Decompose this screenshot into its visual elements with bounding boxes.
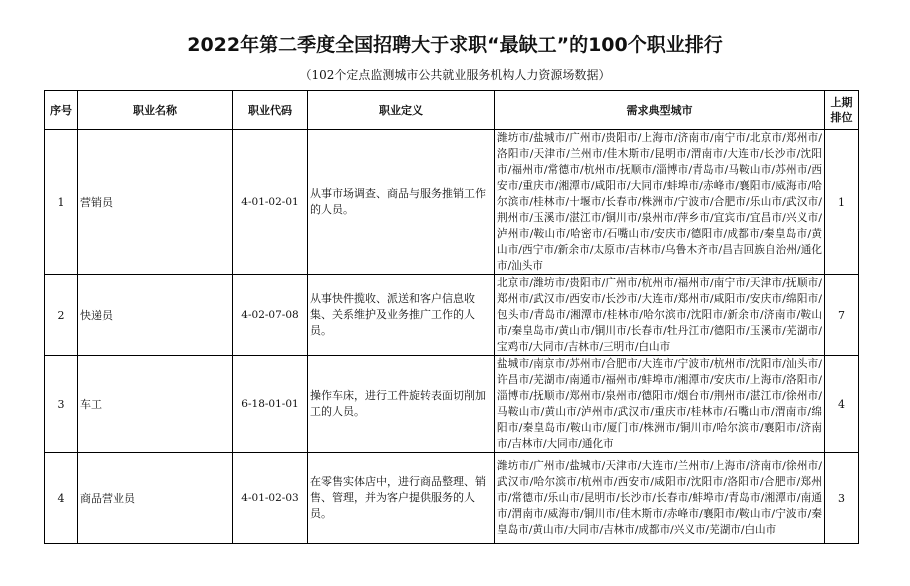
row-occupation-definition: 操作车床，进行工件旋转表面切削加工的人员。	[308, 356, 495, 453]
table-row	[45, 275, 859, 356]
row-occupation-definition: 从事市场调查、商品与服务推销工作的人员。	[308, 130, 495, 275]
row-occupation-code: 4-01-02-01	[233, 130, 308, 275]
row-typical-cities: 北京市/潍坊市/贵阳市/广州市/杭州市/福州市/南宁市/天津市/抚顺市/郑州市/武汉市/西安市/长沙市/大连市/郑州市/咸阳市/安庆市/绵阳市/包头市/青岛市/湘潭市/桂林市/哈尔滨市/沈阳市/新余市/济南市/鞍山市/秦皇岛市/黄山市/铜川市/长春市/牡丹江市/德阳市/玉溪市/芜湖市/宝鸡市/大同市/吉林市/三明市/白山市	[495, 275, 825, 356]
row-occupation-name: 商品营业员	[78, 453, 233, 544]
row-occupation-name: 快递员	[78, 275, 233, 356]
page-subtitle: （102个定点监测城市公共就业服务机构人力资源场数据）	[299, 68, 611, 82]
row-last-rank: 7	[825, 275, 859, 356]
row-typical-cities: 盐城市/南京市/苏州市/合肥市/大连市/宁波市/杭州市/沈阳市/汕头市/许昌市/芜湖市/南通市/福州市/蚌埠市/湘潭市/安庆市/上海市/洛阳市/淄博市/抚顺市/郑州市/泉州市/德阳市/烟台市/荆州市/湛江市/徐州市/马鞍山市/黄山市/泸州市/武汉市/重庆市/桂林市/石嘴山市/渭南市/绵阳市/秦皇岛市/鞍山市/厦门市/株洲市/铜川市/哈尔滨市/襄阳市/济南市/吉林市/大同市/通化市	[495, 356, 825, 453]
row-last-rank: 4	[825, 356, 859, 453]
row-no: 2	[45, 275, 78, 356]
row-typical-cities: 潍坊市/盐城市/广州市/贵阳市/上海市/济南市/南宁市/北京市/郑州市/洛阳市/天津市/兰州市/佳木斯市/昆明市/渭南市/大连市/长沙市/沈阳市/福州市/常德市/杭州市/抚顺市/淄博市/青岛市/马鞍山市/苏州市/西安市/重庆市/湘潭市/咸阳市/大同市/蚌埠市/赤峰市/襄阳市/威海市/哈尔滨市/桂林市/十堰市/长春市/株洲市/宁波市/合肥市/乐山市/武汉市/荆州市/玉溪市/湛江市/铜川市/泉州市/萍乡市/宜宾市/宜昌市/兴义市/泸州市/鞍山市/哈密市/石嘴山市/安庆市/德阳市/成都市/秦皇岛市/黄山市/西宁市/新余市/太原市/吉林市/乌鲁木齐市/昌吉回族自治州/通化市/汕头市	[495, 130, 825, 275]
row-occupation-code: 6-18-01-01	[233, 356, 308, 453]
row-occupation-code: 4-02-07-08	[233, 275, 308, 356]
row-occupation-name: 营销员	[78, 130, 233, 275]
row-last-rank: 1	[825, 130, 859, 275]
row-no: 3	[45, 356, 78, 453]
table-row	[45, 130, 859, 275]
header-occupation-definition: 职业定义	[308, 91, 495, 130]
row-typical-cities: 潍坊市/广州市/盐城市/天津市/大连市/兰州市/上海市/济南市/徐州市/武汉市/哈尔滨市/杭州市/西安市/咸阳市/沈阳市/洛阳市/合肥市/郑州市/常德市/乐山市/昆明市/长沙市/长春市/蚌埠市/青岛市/湘潭市/南通市/渭南市/威海市/铜川市/佳木斯市/赤峰市/襄阳市/鞍山市/宁波市/秦皇岛市/黄山市/大同市/吉林市/成都市/兴义市/芜湖市/白山市	[495, 453, 825, 544]
table-row	[45, 453, 859, 544]
row-occupation-name: 车工	[78, 356, 233, 453]
header-occupation-code: 职业代码	[233, 91, 308, 130]
occupation-ranking-table	[44, 90, 859, 544]
row-occupation-code: 4-01-02-03	[233, 453, 308, 544]
row-occupation-definition: 在零售实体店中，进行商品整理、销售、管理，并为客户提供服务的人员。	[308, 453, 495, 544]
header-last-rank	[825, 91, 859, 130]
table-header-row	[45, 91, 859, 130]
header-no: 序号	[45, 91, 78, 130]
table-row	[45, 356, 859, 453]
page-title: 2022年第二季度全国招聘大于求职“最缺工”的100个职业排行	[187, 34, 723, 56]
header-typical-cities: 需求典型城市	[495, 91, 825, 130]
row-occupation-definition: 从事快件揽收、派送和客户信息收集、关系维护及业务推广工作的人员。	[308, 275, 495, 356]
header-occupation-name: 职业名称	[78, 91, 233, 130]
row-no: 1	[45, 130, 78, 275]
row-last-rank: 3	[825, 453, 859, 544]
row-no: 4	[45, 453, 78, 544]
header-last-rank-line1: 上期	[830, 96, 853, 109]
header-last-rank-line2: 排位	[830, 111, 853, 124]
